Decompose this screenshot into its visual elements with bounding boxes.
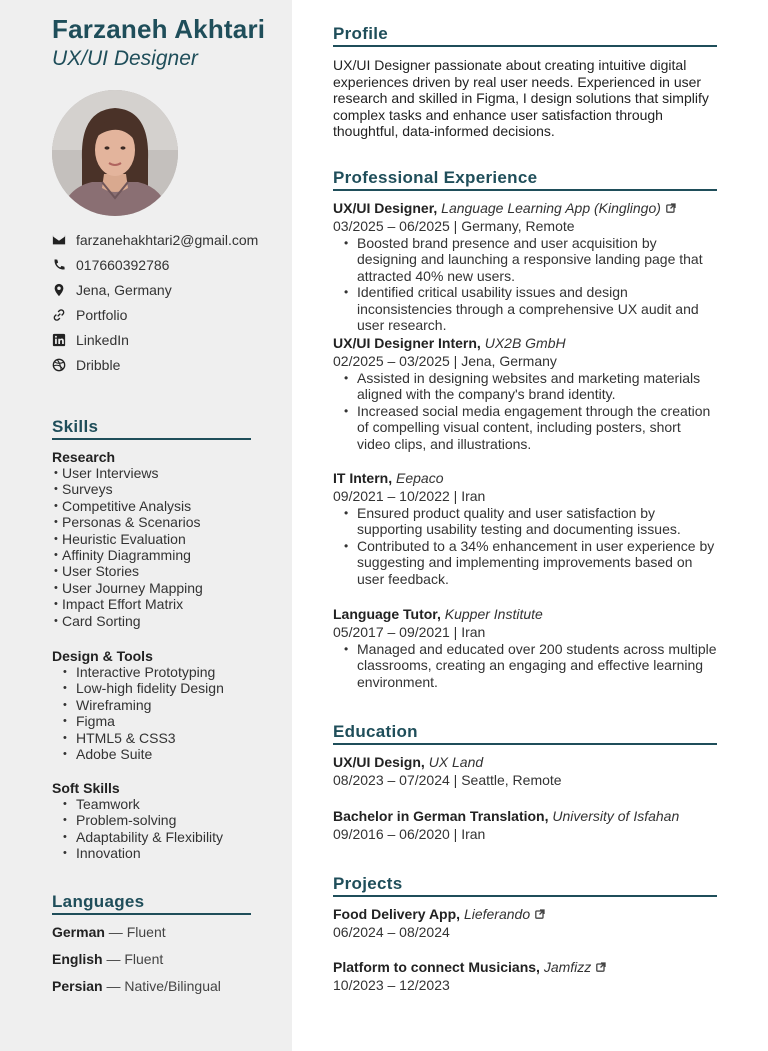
project-dates: 10/2023 – 12/2023 <box>333 977 450 993</box>
education-title <box>333 808 717 825</box>
job-dates-location: 05/2017 – 09/2021 | Iran <box>333 624 486 640</box>
contact-location-text: Jena, Germany <box>76 281 172 298</box>
job-title <box>333 200 717 217</box>
skills-heading: Skills <box>52 417 251 440</box>
job-entry <box>333 606 717 690</box>
contact-phone-text: 017660392786 <box>76 256 170 273</box>
language-level: Fluent <box>124 951 164 967</box>
list-item: • Increased social media engagement through the creation of compelling visual content, including posters, short video clips, and illustrations. <box>333 403 717 452</box>
language-level: Fluent <box>126 924 166 940</box>
education-entry <box>333 754 717 789</box>
job-role: Language Tutor, <box>333 606 441 622</box>
list-item: • Affinity Diagramming <box>52 547 282 563</box>
list-item: • Innovation <box>52 845 282 861</box>
list-item: • Impact Effort Matrix <box>52 596 282 612</box>
experience-heading: Professional Experience <box>333 168 717 191</box>
skills-design-group <box>52 648 282 762</box>
education-heading: Education <box>333 722 717 745</box>
education-section <box>333 722 717 745</box>
language-row: Persian — Native/Bilingual <box>52 978 221 994</box>
person-role: UX/UI Designer <box>52 47 198 70</box>
envelope-icon <box>52 233 66 247</box>
language-name: German <box>52 924 105 940</box>
external-link-icon[interactable] <box>596 959 606 969</box>
contact-location <box>52 277 258 302</box>
job-role: UX/UI Designer Intern, <box>333 335 481 351</box>
skills-research-list <box>52 465 282 629</box>
list-item: • Competitive Analysis <box>52 498 282 514</box>
project-entry <box>333 906 717 941</box>
project-dates: 06/2024 – 08/2024 <box>333 924 450 940</box>
list-item: • Contributed to a 34% enhancement in user experience by suggesting and implementing improvements based on user feedback. <box>333 538 717 587</box>
list-item: • Surveys <box>52 481 282 497</box>
person-name: Farzaneh Akhtari <box>52 14 266 44</box>
list-item: • Adaptability & Flexibility <box>52 829 282 845</box>
project-client: Jamfizz <box>543 959 592 975</box>
list-item: • Teamwork <box>52 796 282 812</box>
projects-heading: Projects <box>333 874 717 897</box>
project-title <box>333 959 717 976</box>
project-name: Food Delivery App, <box>333 906 461 922</box>
job-role: IT Intern, <box>333 470 393 486</box>
education-dates-location: 09/2016 – 06/2020 | Iran <box>333 826 486 842</box>
external-link-icon[interactable] <box>535 906 545 916</box>
job-title <box>333 470 717 487</box>
job-dates-location: 09/2021 – 10/2022 | Iran <box>333 488 486 504</box>
education-school: UX Land <box>428 754 484 770</box>
project-client: Lieferando <box>463 906 531 922</box>
list-item: • Adobe Suite <box>52 746 282 762</box>
skills-soft-group <box>52 780 282 862</box>
job-title <box>333 606 717 623</box>
education-entry <box>333 808 717 843</box>
contact-list <box>52 227 258 377</box>
contact-phone[interactable] <box>52 252 258 277</box>
languages-list <box>52 924 221 1005</box>
linkedin-icon <box>52 333 66 347</box>
list-item: • Heuristic Evaluation <box>52 531 282 547</box>
profile-photo <box>52 90 178 216</box>
profile-section <box>333 24 717 140</box>
language-name: English <box>52 951 103 967</box>
list-item: • HTML5 & CSS3 <box>52 730 282 746</box>
project-entry <box>333 959 717 994</box>
list-item: • Identified critical usability issues and design inconsistencies through a comprehensive UX audit and user research. <box>333 284 717 333</box>
language-name: Persian <box>52 978 103 994</box>
list-item: • Assisted in designing websites and marketing materials aligned with the company's brand identity. <box>333 370 717 403</box>
experience-section <box>333 168 717 191</box>
education-dates-location: 08/2023 – 07/2024 | Seattle, Remote <box>333 772 562 788</box>
job-company: Language Learning App (Kinglingo) <box>441 200 661 216</box>
list-item: • Interactive Prototyping <box>52 664 282 680</box>
languages-heading: Languages <box>52 892 251 915</box>
contact-portfolio[interactable] <box>52 302 258 327</box>
list-item: • Managed and educated over 200 students across multiple classrooms, creating an engaging and effective learning environment. <box>333 641 717 690</box>
list-item: • User Interviews <box>52 465 282 481</box>
project-title <box>333 906 717 923</box>
list-item: • Ensured product quality and user satisfaction by supporting usability testing and documenting issues. <box>333 505 717 538</box>
profile-photo-illustration <box>52 90 178 216</box>
list-item: • User Journey Mapping <box>52 580 282 596</box>
list-item: • Low-high fidelity Design <box>52 680 282 696</box>
contact-email[interactable] <box>52 227 258 252</box>
contact-portfolio-text: Portfolio <box>76 306 128 323</box>
language-level: Native/Bilingual <box>124 978 221 994</box>
language-row: English — Fluent <box>52 951 164 967</box>
education-title <box>333 754 717 771</box>
education-school: University of Isfahan <box>552 808 680 824</box>
contact-dribbble[interactable] <box>52 352 258 377</box>
project-name: Platform to connect Musicians, <box>333 959 540 975</box>
job-title <box>333 335 717 352</box>
job-company: Kupper Institute <box>444 606 543 622</box>
contact-linkedin-text: LinkedIn <box>76 331 129 348</box>
job-entry <box>333 335 717 452</box>
skills-research-group <box>52 449 282 629</box>
skills-research-title: Research <box>52 449 116 465</box>
list-item: • Boosted brand presence and user acquisition by designing and launching a responsive landing page that attracted 40% new users. <box>333 235 717 284</box>
list-item: • User Stories <box>52 563 282 579</box>
contact-email-text: farzanehakhtari2@gmail.com <box>76 231 259 248</box>
job-entry <box>333 200 717 333</box>
job-bullets <box>333 641 717 690</box>
education-degree: UX/UI Design, <box>333 754 425 770</box>
list-item: • Problem-solving <box>52 812 282 828</box>
contact-dribbble-text: Dribble <box>76 356 121 373</box>
list-item: • Figma <box>52 713 282 729</box>
list-item: • Card Sorting <box>52 613 282 629</box>
job-bullets <box>333 235 717 333</box>
job-bullets <box>333 370 717 452</box>
projects-section <box>333 874 717 897</box>
job-entry <box>333 470 717 587</box>
location-pin-icon <box>52 283 66 297</box>
job-bullets <box>333 505 717 587</box>
contact-linkedin[interactable] <box>52 327 258 352</box>
education-degree: Bachelor in German Translation, <box>333 808 549 824</box>
skills-design-list <box>52 664 282 762</box>
skills-design-title: Design & Tools <box>52 648 153 664</box>
job-company: UX2B GmbH <box>484 335 566 351</box>
profile-summary: UX/UI Designer passionate about creating intuitive digital experiences driven by real user needs. Experienced in user research and skilled in Figma, I design solutions that simplify complex tasks and enhance user satisfaction through thoughtful, data-informed decisions. <box>333 57 709 139</box>
job-role: UX/UI Designer, <box>333 200 438 216</box>
dribbble-icon <box>52 358 66 372</box>
external-link-icon[interactable] <box>666 200 676 210</box>
phone-icon <box>52 258 66 272</box>
job-dates-location: 02/2025 – 03/2025 | Jena, Germany <box>333 353 557 369</box>
job-company: Eepaco <box>396 470 444 486</box>
list-item: • Wireframing <box>52 697 282 713</box>
skills-soft-list <box>52 796 282 862</box>
profile-heading: Profile <box>333 24 717 47</box>
skills-soft-title: Soft Skills <box>52 780 120 796</box>
link-icon <box>52 308 66 322</box>
job-dates-location: 03/2025 – 06/2025 | Germany, Remote <box>333 218 575 234</box>
list-item: • Personas & Scenarios <box>52 514 282 530</box>
language-row: German — Fluent <box>52 924 166 940</box>
